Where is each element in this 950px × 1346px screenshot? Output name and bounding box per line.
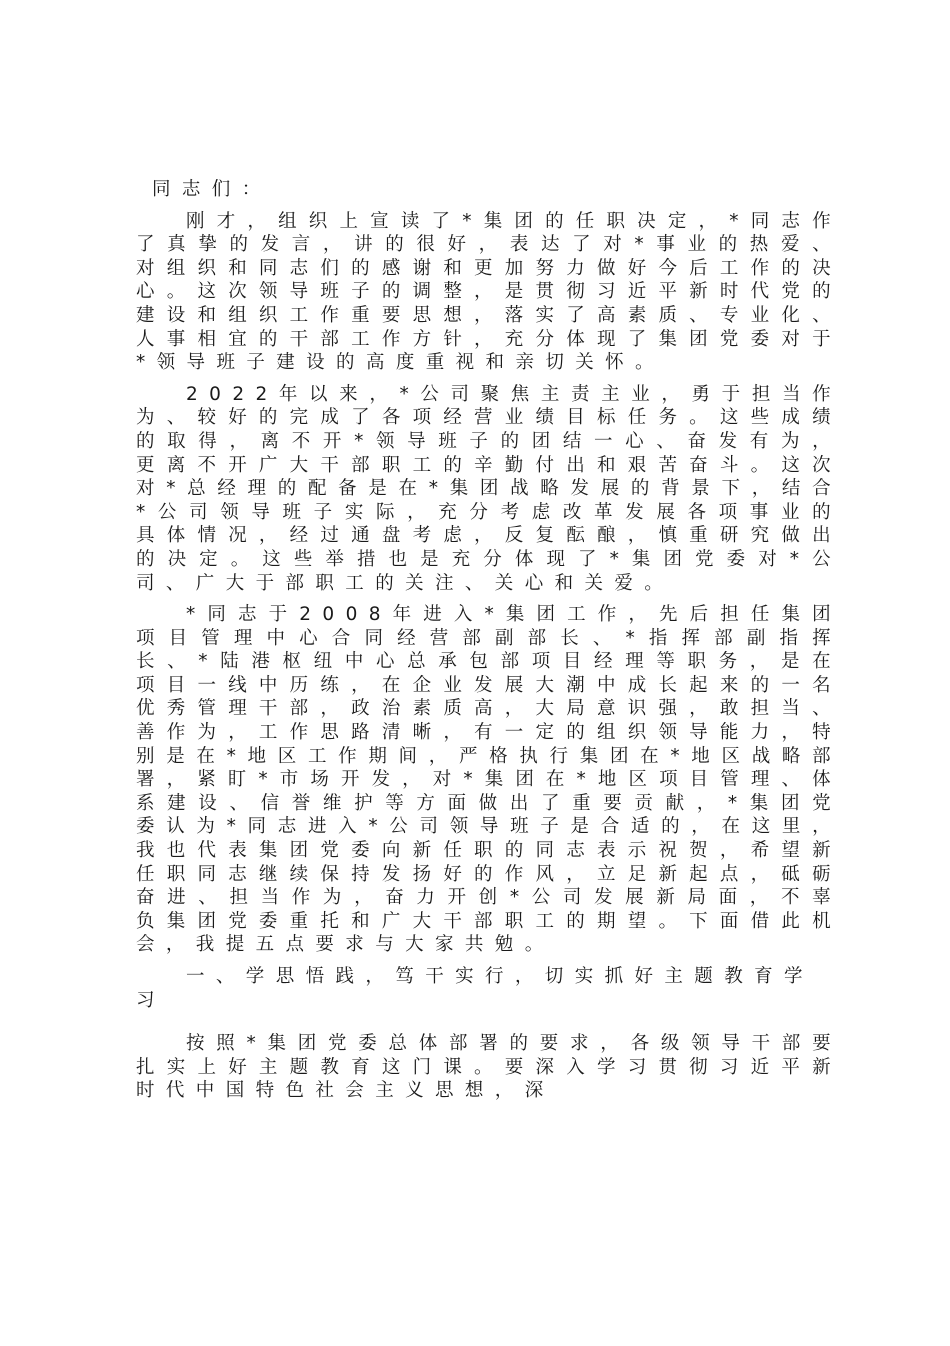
- paragraph-1: 刚才，组织上宣读了*集团的任职决定，*同志作了真挚的发言，讲的很好，表达了对*事业的热爱、对组织和同志们的感谢和更加努力做好今后工作的决心。这次领导班子的调整，是贯彻习近平新时代党的建设和组织工作重要思想，落实了高素质、专业化、人事相宜的干部工作方针，充分体现了集团党委对于*领导班子建设的高度重视和亲切关怀。: [136, 210, 842, 374]
- paragraph-3: *同志于2008年进入*集团工作，先后担任集团项目管理中心合同经营部副部长、*指挥部副指挥长、*陆港枢纽中心总承包部项目经理等职务，是在项目一线中历练，在企业发展大潮中成长起来的一名优秀管理干部，政治素质高，大局意识强，敢担当、善作为，工作思路清晰，有一定的组织领导能力，特别是在*地区工作期间，严格执行集团在*地区战略部署，紧盯*市场开发，对*集团在*地区项目管理、体系建设、信誉维护等方面做出了重要贡献，*集团党委认为*同志进入*公司领导班子是合适的，在这里，我也代表集团党委向新任职的同志表示祝贺，希望新任职同志继续保持发扬好的作风，立足新起点，砥砺奋进、担当作为，奋力开创*公司发展新局面，不辜负集团党委重托和广大干部职工的期望。下面借此机会，我提五点要求与大家共勉。: [136, 604, 842, 956]
- section-heading: 一、学思悟践，笃干实行，切实抓好主题教育学习: [136, 966, 814, 1011]
- paragraph-4: 按照*集团党委总体部署的要求，各级领导干部要扎实上好主题教育这门课。要深入学习贯彻习近平新时代中国特色社会主义思想，深: [136, 1033, 842, 1102]
- salutation: 同志们：: [152, 179, 272, 200]
- document-body: [136, 178, 842, 1111]
- paragraph-2: 2022年以来，*公司聚焦主责主业，勇于担当作为、较好的完成了各项经营业绩目标任务。这些成绩的取得，离不开*领导班子的团结一心、奋发有为，更离不开广大干部职工的辛勤付出和艰苦奋斗。这次对*总经理的配备是在*集团战略发展的背景下，结合*公司领导班子实际，充分考虑改革发展各项事业的具体情况，经过通盘考虑，反复酝酿，慎重研究做出的决定。这些举措也是充分体现了*集团党委对*公司、广大于部职工的关注、关心和关爱。: [136, 383, 842, 594]
